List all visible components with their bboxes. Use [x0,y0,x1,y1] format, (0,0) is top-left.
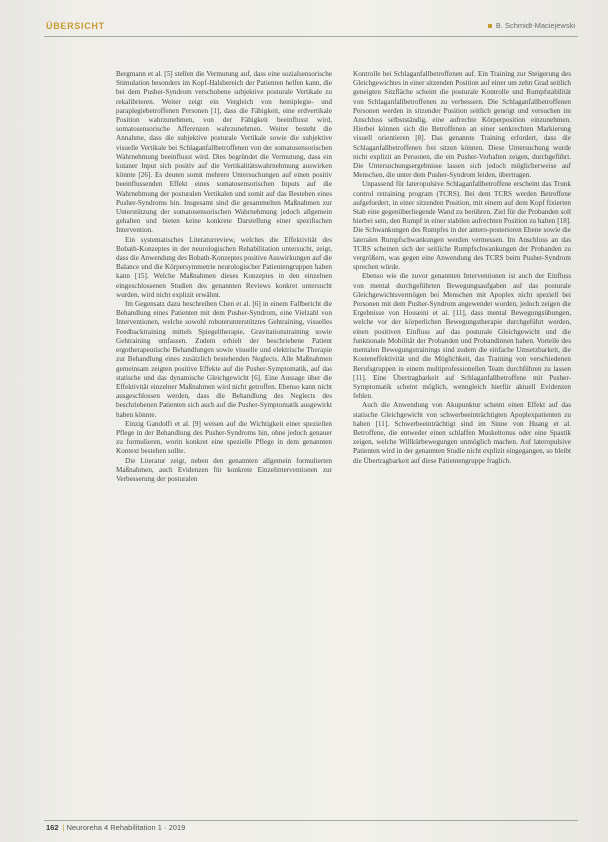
left-column [116,70,332,484]
author-name: B. Schmidt-Maciejewski [495,21,575,30]
paragraph: Im Gegensatz dazu beschreiben Chen et al. [6] in einem Fallbericht die Behandlung eines Patienten mit dem Pusher-Syndrom, eine Vielzahl von Interventionen, welche sowohl roboterunterstütztes Gehtraining, visuelles Feedbacktraining mittels Spiegeltherapie, Gravitationstraining sowie Gehtraining umfassen. Zudem erhielt der beschriebene Patient ergotherapeutische Behandlungen sowie visuelle und elektrische Therapie zur Behandlung eines zusätzlich bestehenden Neglects. Alle Maßnahmen gemeinsam zeigten positive Effekte auf die Pusher-Symptomatik, auf das statische und das dynamische Gleichgewicht [6]. Eine Aussage über die Effektivität einzelner Maßnahmen wird nicht getroffen. Ebenso kann nicht ausgeschlossen werden, dass die Behandlung des Neglects des beschriebenen Patienten sich auch auf die Pusher-Symptomatik ausgewirkt haben könnte. [116,300,332,419]
paragraph: Unpassend für lateropulsive Schlaganfallbetroffene erscheint das Trunk control retraining program (TCRS). Bei dem TCRS werden Betroffene aufgefordert, in einer sitzenden Position, mit einem auf dem Kopf fixierten Stab eine gegenüberliegende Wand zu berühren. Ziel für die Probanden soll hierbei sein, den Rumpf in einer stabilen aufrechten Position zu halten [18]. Die Schwankungen des Rumpfes in der antero-posterioren Ebene sowie die lateralen Rumpfschwankungen werden vermessen. Im Anschluss an das TCRS scheinen sich der seitliche Rumpfschwankungen der Probanden zu vergrößern, was gegen eine Anwendung des TCRS beim Pusher-Syndrom sprechen würde. [353,180,571,272]
page-number: 162 [46,823,59,832]
paragraph: Ein systematisches Literaturreview, welches die Effektivität des Bobath-Konzeptes in der neurologischen Rehabilitation untersucht, zeigt, dass die Anwendung des Bobath-Konzeptes positive Auswirkungen auf die Balance und die Körpersymmetrie neurologischer Patientengruppen haben kann [15]. Welche Maßnahmen dieses Konzeptes in den einzelnen eingeschlossenen Studien des genannten Reviews konkret untersucht wurden, wird nicht explizit erwähnt. [116,235,332,299]
right-column [353,70,571,466]
paragraph: Kontrolle bei Schlaganfallbetroffenen auf. Ein Training zur Steigerung des Gleichgewichtes in einer sitzenden Position auf einer um zehn Grad seitlich geneigten Sitzfläche scheint die posturale Kontrolle und Rumpfstabilität von Schlaganfallbetroffenen zu verbessern. Die Schlaganfallbetroffenen Personen werden in sitzender Position seitlich geneigt und versuchen im Anschluss selbstständig, eine aufrechte Körperposition einzunehmen. Hierbei können sich die Betroffenen an einer senkrechten Markierung visuell orientieren [8]. Das genannte Training erfordert, dass die Schlaganfallbetroffenen frei sitzen können. Diese Untersuchung wurde nicht explizit an Personen, die ein Pusher-Verhalten zeigen, durchgeführt. Die Untersuchungsergebnisse lassen sich jedoch möglicherweise auf Menschen, die unter dem Pusher-Syndrom leiden, übertragen. [353,70,571,180]
paragraph: Auch die Anwendung von Akupunktur scheint einen Effekt auf das statische Gleichgewicht von schwerbeeinträchtigten Apoplexpatienten zu haben [11]. Schwerbeeinträchtigt sind im Sinne von Huang et al. Betroffene, die entweder einen schlaffen Muskeltonus oder eine Spastik zeigen, welche Willkürbewegungen unmöglich machen. Auf lateropulsive Patienten wird in der genannten Studie nicht explizit eingegangen, so bleibt die Übertragbarkeit auf diese Patientengruppe fraglich. [353,401,571,465]
paragraph: Einzig Gandolfi et al. [9] weisen auf die Wichtigkeit einer speziellen Pflege in der Behandlung des Pusher-Syndroms hin, ohne jedoch genauer zu formulieren, worin konkret eine spezielle Pflege in dem genannten Kontext bestehen sollte. [116,419,332,456]
section-label: ÜBERSICHT [46,21,105,31]
running-head-author [488,21,575,30]
footer-separator: | [62,823,65,832]
square-bullet-icon [488,24,492,28]
paragraph: Bergmann et al. [5] stellen die Vermutung auf, dass eine sozialsensorische Stimulation besonders im Kopf-Halsbereich der Patienten helfen kann, die bei dem Pusher-Syndrom verschobene subjektive posturale Vertikale zu rekalibrieren. Weiter zeigt ein Vergleich von hemiplegie- und paraplegiebetroffenen Personen [1], dass die Fähigkeit, eine erdvertikale Position wahrzunehmen, von der Fähigkeit beeinflusst wird, somatosensorische Afferenzen wahrzunehmen. Weiter besteht die Annahme, dass die subjektive posturale Vertikale sowie die subjektive visuelle Vertikale bei Schlaganfallbetroffenen von der somatosensorischen Wahrnehmung beeinflusst wird. Dies begründet die Vermutung, dass ein kutaner Input sich positiv auf die Vertikalitätswahrnehmung auswirken könnte [26]. Es deuten somit mehrere Untersuchungen auf einen positiv beeinflussenden Effekt eines somatosensorischen Inputs auf die Wahrnehmung der posturalen Vertikalen und somit auf das Bestehen eines Pusher-Syndroms hin. Insgesamt sind die gesammelten Maßnahmen zur Unterstützung der somatosensorischen Wahrnehmung jedoch allgemein gehalten und bieten keine konkrete Darstellung einer spezifischen Intervention. [116,70,332,235]
header-rule [44,36,578,37]
page-footer [46,823,185,832]
paragraph: Ebenso wie die zuvor genannten Interventionen ist auch der Einfluss von mental durchgeführten Bewegungsaufgaben auf das posturale Gleichgewichtsvermögen bei Menschen mit Apoplex nicht speziell bei Personen mit dem Pusher-Syndrom angewendet worden, jedoch zeigen die Ergebnisse von Hosseini et al. [11], dass mental Bewegungsübungen, welche vor der körperlichen Bewegungstherapie durchgeführt werden, einen positiven Einfluss auf das posturale Gleichgewicht und die funktionale Mobilität der Probanden und Probandinnen haben. Vorteile des mentalen Bewegungstrainings sind zudem die einfache Umsetzbarkeit, die Kosteneffektivität und die Möglichkeit, das Training von verschiedenen Berufsgruppen in einem multiprofessionellen Team durchführen zu lassen [11]. Eine Übertragbarkeit auf Schlaganfallbetroffene mit Pusher-Symptomatik scheint möglich, wenngleich hierfür aktuell Evidenzen fehlen. [353,272,571,401]
paragraph: Die Literatur zeigt, neben den genannten allgemein formulierten Maßnahmen, auch Evidenzen für konkrete Einzelinterventionen zur Verbesserung der posturalen [116,456,332,483]
footer-rule [44,820,578,821]
journal-citation: Neuroreha 4 Rehabilitation 1 · 2019 [66,823,186,832]
